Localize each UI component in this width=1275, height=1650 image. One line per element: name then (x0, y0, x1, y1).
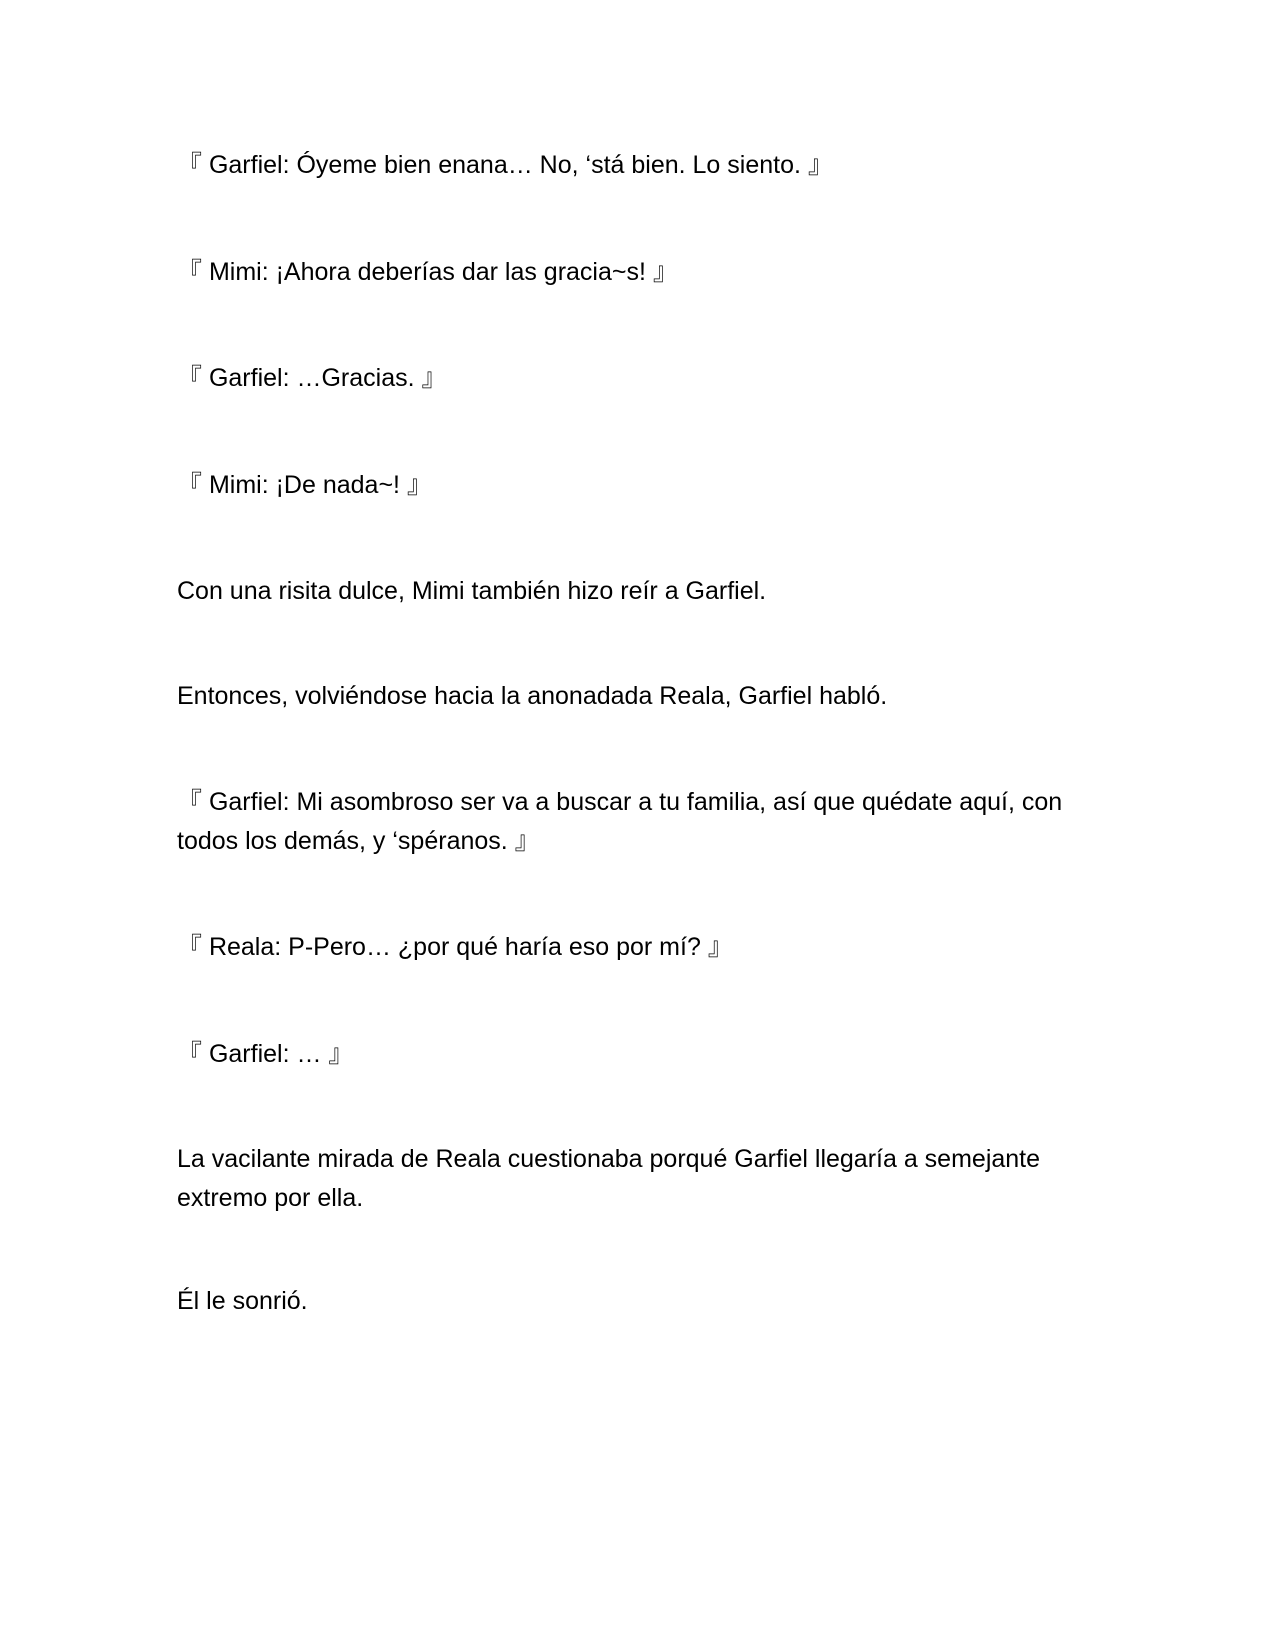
dialogue-line: 『 Mimi: ¡De nada~! 』 (177, 471, 432, 499)
narration-paragraph: Con una risita dulce, Mimi también hizo reír a Garfiel. (177, 577, 767, 605)
dialogue-line: 『 Garfiel: Mi asombroso ser va a buscar a tu familia, así que quédate aquí, con todos los demás, y ‘spéranos. 』 (177, 788, 1070, 855)
narration-paragraph: Entonces, volviéndose hacia la anonadada Reala, Garfiel habló. (177, 682, 888, 710)
dialogue-line: 『 Garfiel: Óyeme bien enana… No, ‘stá bien. Lo siento. 』 (177, 151, 833, 179)
narration-paragraph: La vacilante mirada de Reala cuestionaba porqué Garfiel llegaría a semejante extremo por ella. (177, 1145, 1047, 1212)
dialogue-line: 『 Reala: P-Pero… ¿por qué haría eso por mí? 』 (177, 933, 733, 961)
dialogue-line: 『 Garfiel: … 』 (177, 1040, 354, 1068)
dialogue-line: 『 Mimi: ¡Ahora deberías dar las gracia~s! 』 (177, 258, 678, 286)
dialogue-line: 『 Garfiel: …Gracias. 』 (177, 364, 447, 392)
narration-paragraph: Él le sonrió. (177, 1287, 308, 1315)
